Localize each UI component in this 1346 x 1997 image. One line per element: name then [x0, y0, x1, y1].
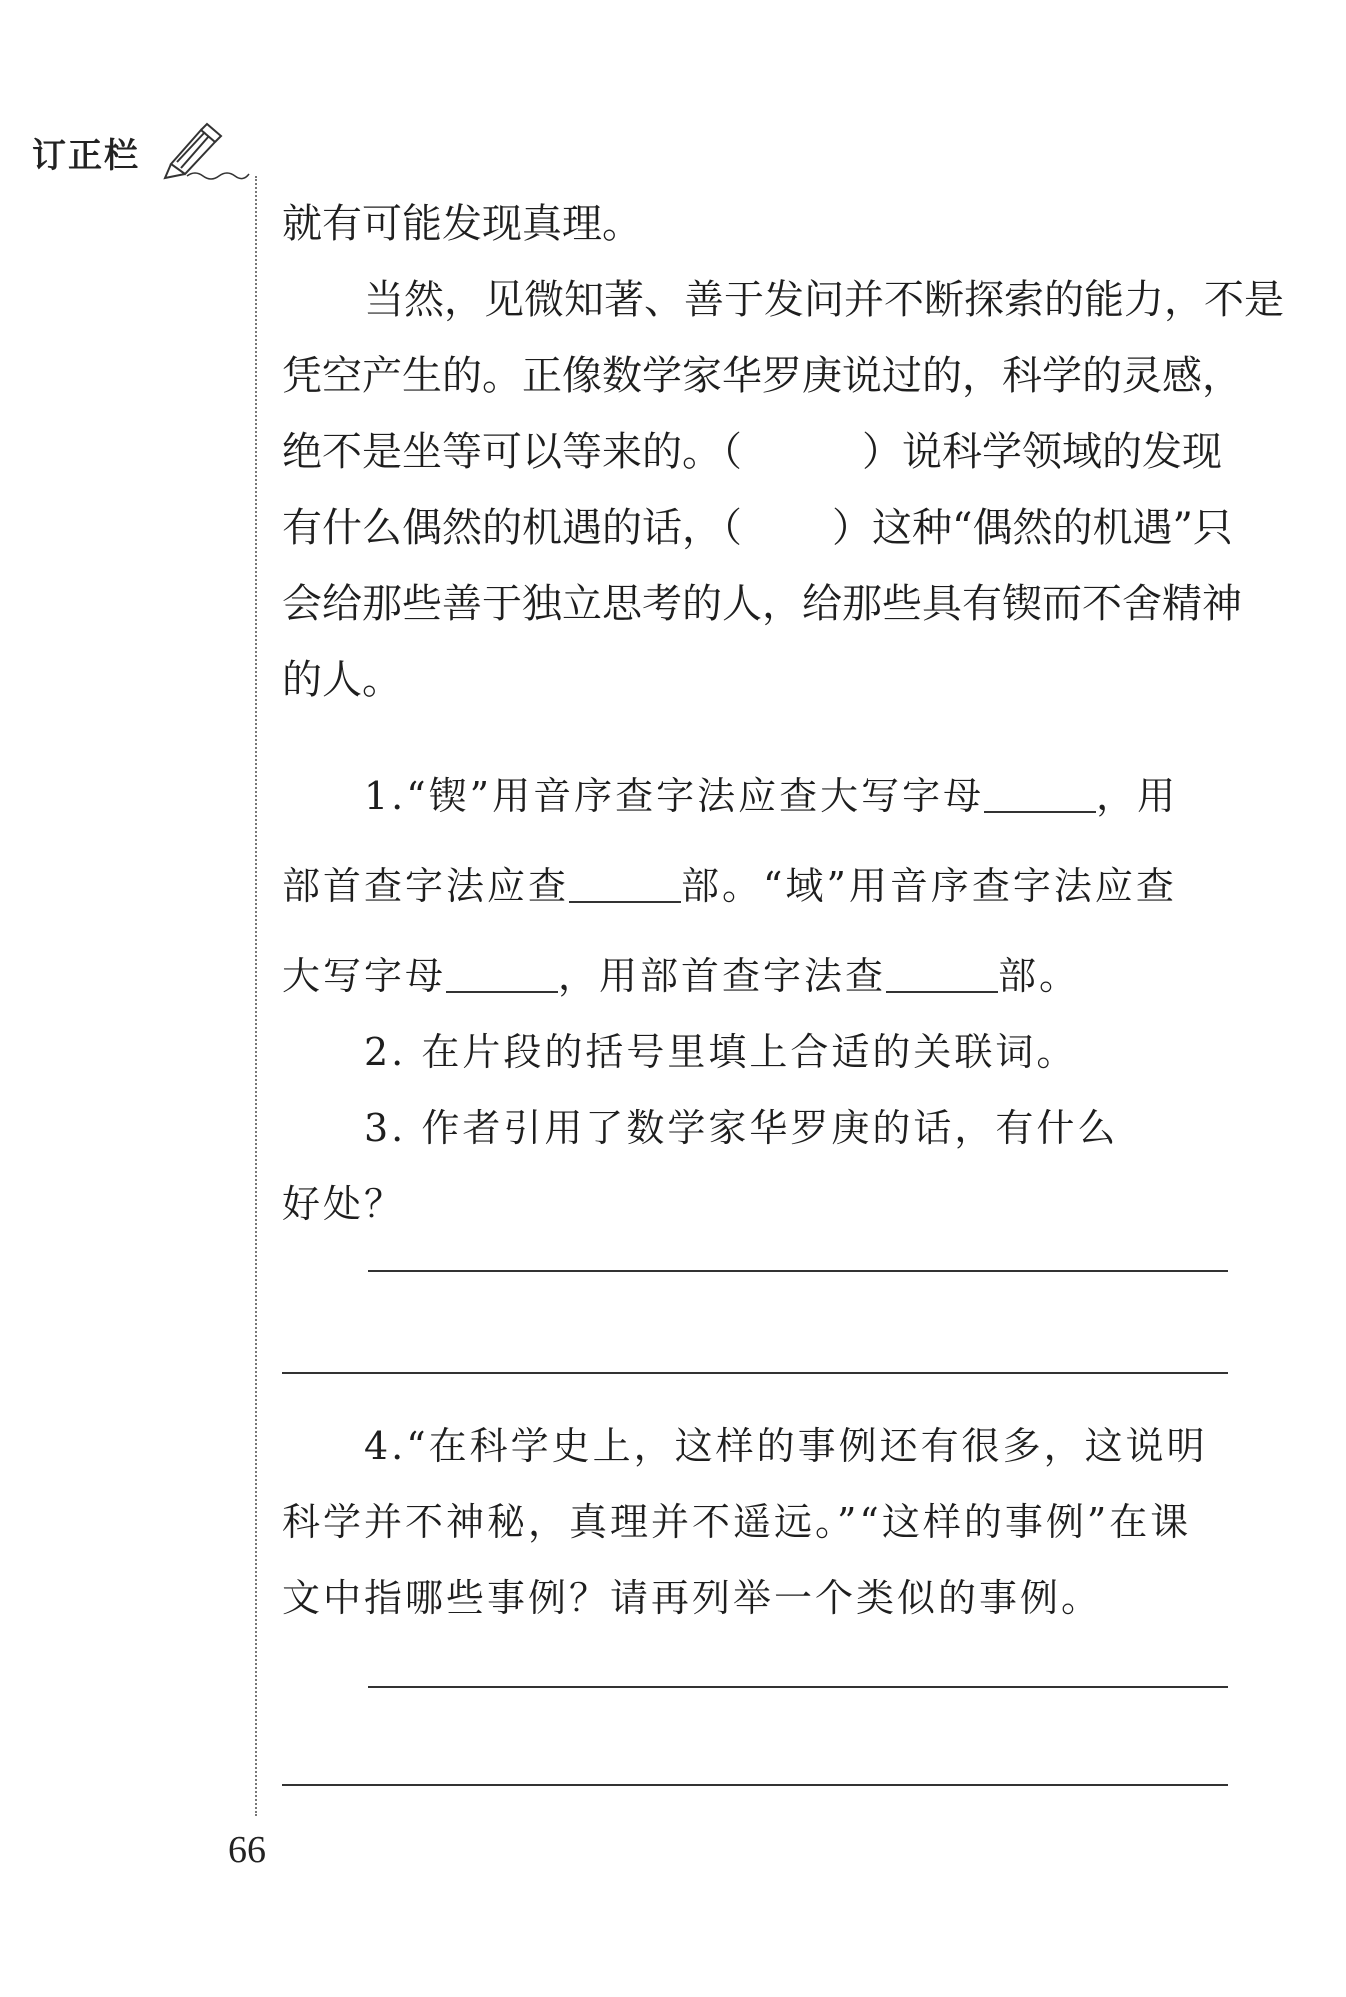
question-4: 4.“在科学史上，这样的事例还有很多，这说明	[364, 1424, 1208, 1468]
passage-line	[282, 418, 1228, 486]
page-number: 66	[228, 1829, 266, 1871]
question-3-line-2: 好处？	[282, 1182, 406, 1226]
passage-line	[282, 494, 1233, 562]
pencil-icon	[157, 122, 252, 182]
question-text: ，用	[1096, 774, 1179, 818]
answer-blank[interactable]	[569, 861, 681, 903]
passage-line: 的人。	[282, 657, 402, 703]
passage-line: 凭空产生的。正像数学家华罗庚说过的，科学的灵感，	[282, 353, 1242, 399]
correction-column-label: 订正栏	[32, 136, 140, 176]
correction-column-header	[32, 122, 247, 182]
answer-blank[interactable]	[886, 951, 998, 993]
passage-line: 就有可能发现真理。	[282, 201, 642, 247]
question-4-line-2: 科学并不神秘，真理并不遥远。”“这样的事例”在课	[282, 1500, 1192, 1544]
answer-blank[interactable]	[446, 951, 558, 993]
passage-text: ）说科学领域的发现	[862, 429, 1222, 475]
answer-blank[interactable]	[984, 771, 1096, 813]
passage-line: 会给那些善于独立思考的人，给那些具有锲而不舍精神	[282, 581, 1242, 627]
question-text: 部。	[998, 954, 1081, 998]
answer-line[interactable]	[368, 1270, 1228, 1272]
passage-line: 当然，见微知著、善于发问并不断探索的能力，不是	[364, 277, 1284, 323]
passage-text: 绝不是坐等可以等来的。（	[282, 429, 742, 475]
question-2: 2. 在片段的括号里填上合适的关联词。	[364, 1030, 1078, 1074]
answer-line[interactable]	[368, 1686, 1228, 1688]
question-1-line-2	[282, 852, 1228, 920]
answer-line[interactable]	[282, 1784, 1228, 1786]
question-text: 1.“锲”用音序查字法应查大写字母	[364, 774, 985, 818]
passage-text: 有什么偶然的机遇的话，（	[282, 505, 742, 551]
question-text: 部。“域”用音序查字法应查	[681, 864, 1177, 908]
question-1	[282, 762, 1228, 830]
answer-line[interactable]	[282, 1372, 1228, 1374]
margin-divider	[255, 176, 257, 1816]
question-3: 3. 作者引用了数学家华罗庚的话，有什么	[364, 1106, 1119, 1150]
question-text: ，用部首查字法查	[558, 954, 887, 998]
question-4-line-3: 文中指哪些事例？请再列举一个类似的事例。	[282, 1576, 1103, 1620]
passage-text: ）这种“偶然的机遇”只	[832, 505, 1233, 551]
question-text: 部首查字法应查	[282, 864, 570, 908]
question-text: 大写字母	[282, 954, 447, 998]
question-1-line-3	[282, 942, 1228, 1010]
